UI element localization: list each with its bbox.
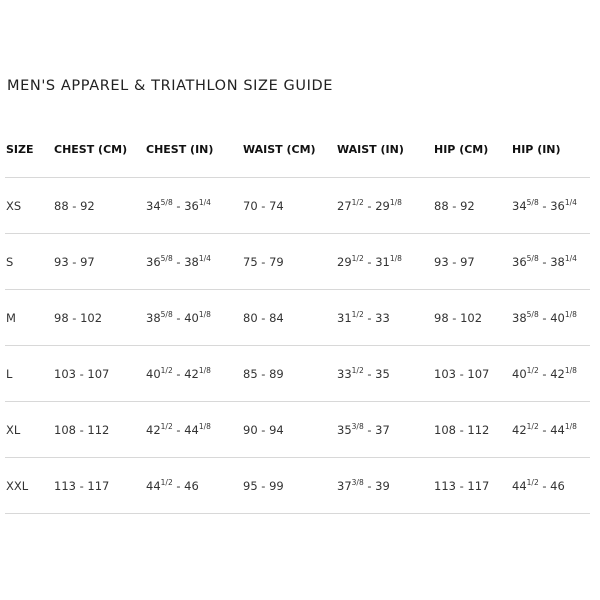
header-hip-cm: HIP (CM) — [433, 121, 511, 178]
cell-chest-cm: 98 - 102 — [53, 290, 145, 346]
table-row — [5, 402, 590, 458]
size-table-body — [5, 178, 590, 514]
cell-hip-cm: 88 - 92 — [433, 178, 511, 234]
cell-hip-cm: 93 - 97 — [433, 234, 511, 290]
cell-hip-cm: 108 - 112 — [433, 402, 511, 458]
cell-waist-cm: 95 - 99 — [242, 458, 336, 514]
cell-chest-cm: 93 - 97 — [53, 234, 145, 290]
cell-size: L — [5, 346, 53, 402]
table-row — [5, 458, 590, 514]
cell-chest-in: $42^{1/2} - 44^{1/8}$ — [145, 402, 242, 458]
header-row — [5, 121, 590, 178]
size-table — [5, 121, 590, 514]
cell-chest-in: $38^{5/8} - 40^{1/8}$ — [145, 290, 242, 346]
cell-chest-in: $44^{1/2} - 46$ — [145, 458, 242, 514]
table-row — [5, 290, 590, 346]
cell-waist-in: $31^{1/2} - 33$ — [336, 290, 433, 346]
cell-waist-cm: 85 - 89 — [242, 346, 336, 402]
cell-waist-cm: 90 - 94 — [242, 402, 336, 458]
cell-hip-in: $40^{1/2} - 42^{1/8}$ — [511, 346, 590, 402]
cell-waist-cm: 70 - 74 — [242, 178, 336, 234]
cell-waist-in: $33^{1/2} - 35$ — [336, 346, 433, 402]
cell-hip-in: $38^{5/8} - 40^{1/8}$ — [511, 290, 590, 346]
cell-hip-in: $42^{1/2} - 44^{1/8}$ — [511, 402, 590, 458]
cell-chest-in: $34^{5/8} - 36^{1/4}$ — [145, 178, 242, 234]
header-size: SIZE — [5, 121, 53, 178]
cell-chest-in: $40^{1/2} - 42^{1/8}$ — [145, 346, 242, 402]
cell-chest-cm: 88 - 92 — [53, 178, 145, 234]
cell-waist-cm: 75 - 79 — [242, 234, 336, 290]
cell-size: M — [5, 290, 53, 346]
cell-waist-in: $37^{3/8} - 39$ — [336, 458, 433, 514]
cell-hip-in: $34^{5/8} - 36^{1/4}$ — [511, 178, 590, 234]
cell-size: XS — [5, 178, 53, 234]
cell-hip-cm: 113 - 117 — [433, 458, 511, 514]
cell-hip-in: $44^{1/2} - 46$ — [511, 458, 590, 514]
header-hip-in: HIP (IN) — [511, 121, 590, 178]
cell-chest-in: $36^{5/8} - 38^{1/4}$ — [145, 234, 242, 290]
cell-size: XL — [5, 402, 53, 458]
table-row — [5, 178, 590, 234]
cell-hip-in: $36^{5/8} - 38^{1/4}$ — [511, 234, 590, 290]
header-waist-cm: WAIST (CM) — [242, 121, 336, 178]
cell-chest-cm: 113 - 117 — [53, 458, 145, 514]
cell-waist-in: $29^{1/2} - 31^{1/8}$ — [336, 234, 433, 290]
page-title: MEN'S APPAREL & TRIATHLON SIZE GUIDE — [7, 78, 333, 94]
cell-chest-cm: 103 - 107 — [53, 346, 145, 402]
cell-chest-cm: 108 - 112 — [53, 402, 145, 458]
cell-waist-in: $27^{1/2} - 29^{1/8}$ — [336, 178, 433, 234]
cell-size: S — [5, 234, 53, 290]
header-waist-in: WAIST (IN) — [336, 121, 433, 178]
cell-hip-cm: 98 - 102 — [433, 290, 511, 346]
cell-hip-cm: 103 - 107 — [433, 346, 511, 402]
cell-waist-in: $35^{3/8} - 37$ — [336, 402, 433, 458]
table-row — [5, 234, 590, 290]
cell-size: XXL — [5, 458, 53, 514]
table-row — [5, 346, 590, 402]
header-chest-cm: CHEST (CM) — [53, 121, 145, 178]
cell-waist-cm: 80 - 84 — [242, 290, 336, 346]
header-chest-in: CHEST (IN) — [145, 121, 242, 178]
size-table-header — [5, 121, 590, 178]
